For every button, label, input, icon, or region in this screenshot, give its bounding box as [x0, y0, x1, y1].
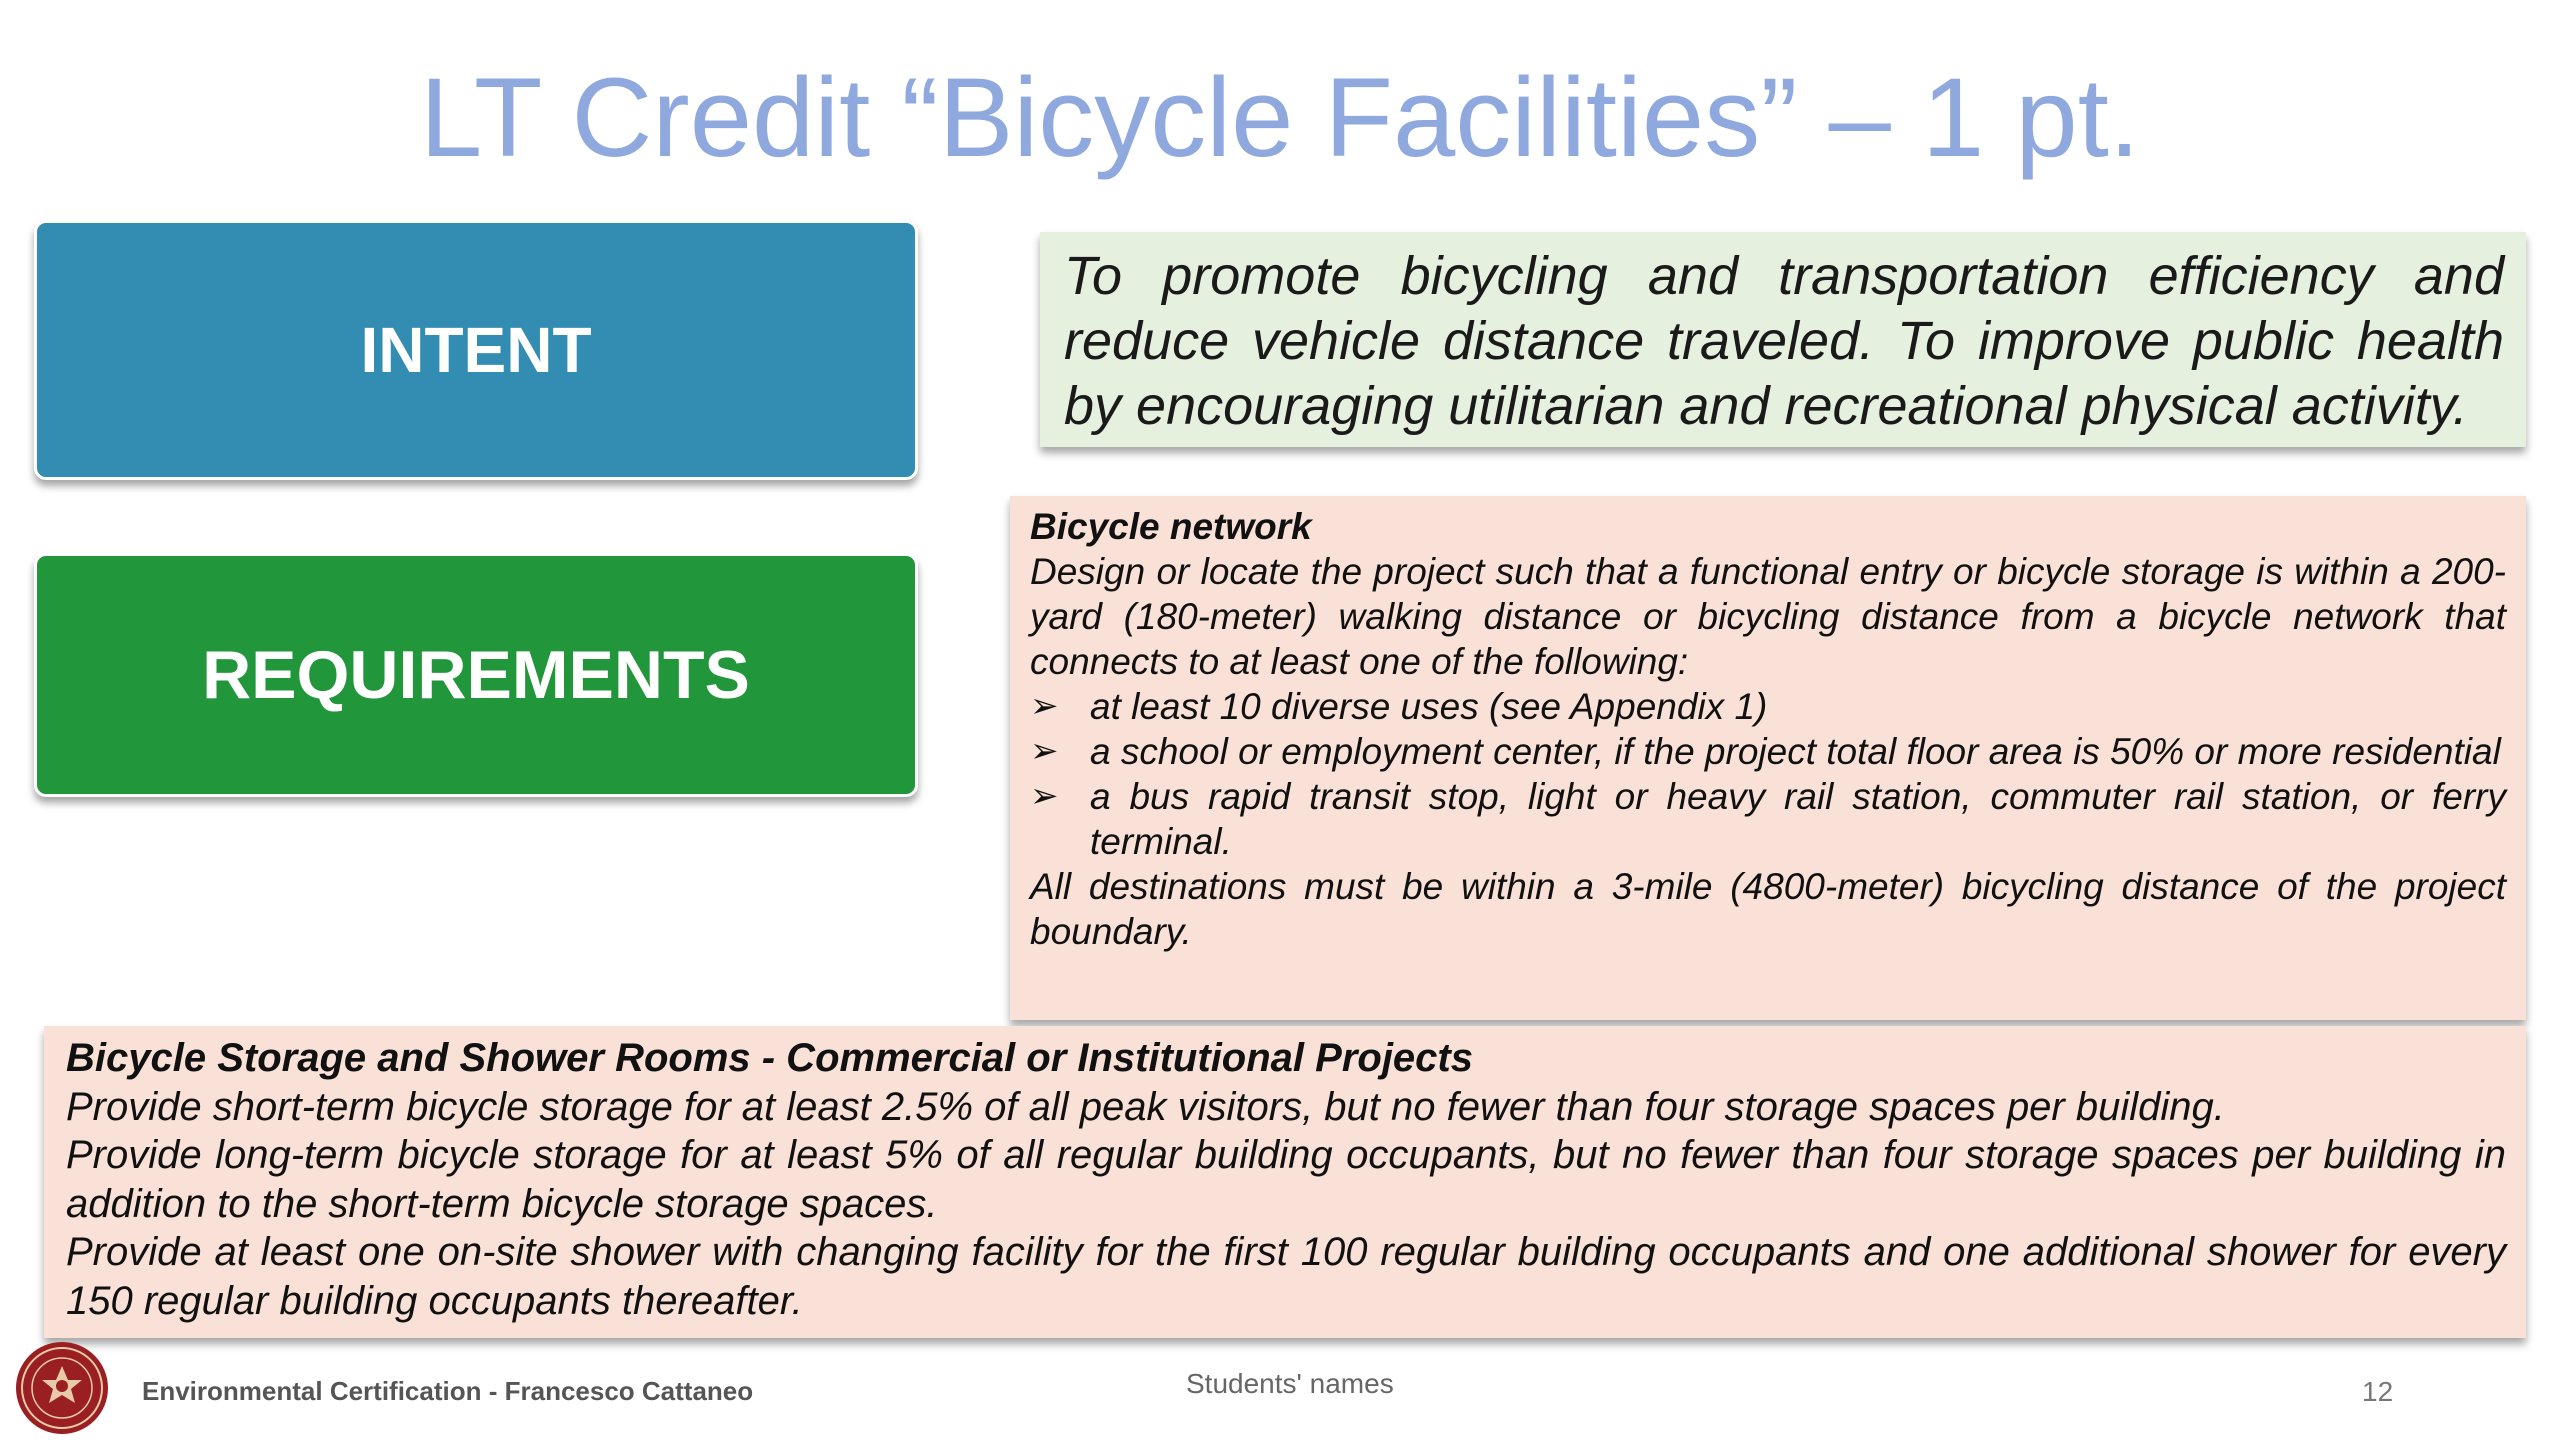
requirements-label: REQUIREMENTS: [202, 637, 750, 713]
list-item: [1030, 684, 2506, 729]
arrow-bullet-icon: ➢: [1030, 732, 1059, 770]
bicycle-network-panel: [1010, 496, 2526, 1020]
bicycle-network-intro: Design or locate the project such that a functional entry or bicycle storage is within a 200-yard (180-meter) walking distance or bicycling distance from a bicycle network that connects to at least one of the following:: [1030, 551, 2506, 682]
storage-paragraph: Provide short-term bicycle storage for at least 2.5% of all peak visitors, but no fewer than four storage spaces per building.: [66, 1084, 2225, 1129]
list-item-text: at least 10 diverse uses (see Appendix 1): [1090, 686, 1768, 727]
list-item: [1030, 729, 2506, 774]
requirements-label-box: [34, 553, 918, 797]
list-item: [1030, 774, 2506, 864]
list-item-text: a bus rapid transit stop, light or heavy rail station, commuter rail station, or ferry terminal.: [1090, 776, 2506, 862]
bicycle-network-heading: Bicycle network: [1030, 506, 1312, 547]
footer-students-names: Students' names: [1186, 1368, 1394, 1399]
bicycle-network-list: [1030, 684, 2506, 864]
list-item-text: a school or employment center, if the project total floor area is 50% or more residential: [1090, 731, 2501, 772]
slide-title: LT Credit “Bicycle Facilities” – 1 pt.: [420, 55, 2140, 180]
storage-paragraph: Provide at least one on-site shower with changing facility for the first 100 regular building occupants and one additional shower for every 150 regular building occupants thereafter.: [66, 1230, 2506, 1323]
intent-label: INTENT: [360, 314, 592, 386]
intent-label-box: [34, 220, 918, 480]
storage-shower-panel: [44, 1026, 2526, 1338]
arrow-bullet-icon: ➢: [1030, 687, 1059, 725]
storage-shower-heading: Bicycle Storage and Shower Rooms - Commercial or Institutional Projects: [66, 1036, 1473, 1080]
university-seal-icon: [14, 1340, 110, 1436]
arrow-bullet-icon: ➢: [1030, 777, 1059, 815]
page-number: 12: [2362, 1376, 2394, 1407]
footer-course-title: Environmental Certification - Francesco Cattaneo: [142, 1376, 754, 1406]
storage-paragraph: Provide long-term bicycle storage for at least 5% of all regular building occupants, but no fewer than four storage spaces per building in addition to the short-term bicycle storage spaces.: [66, 1133, 2506, 1226]
bicycle-network-closing: All destinations must be within a 3-mile (4800-meter) bicycling distance of the project boundary.: [1030, 866, 2506, 952]
intent-description: To promote bicycling and transportation efficiency and reduce vehicle distance traveled. To improve public health by encouraging utilitarian and recreational physical activity.: [1040, 232, 2526, 447]
